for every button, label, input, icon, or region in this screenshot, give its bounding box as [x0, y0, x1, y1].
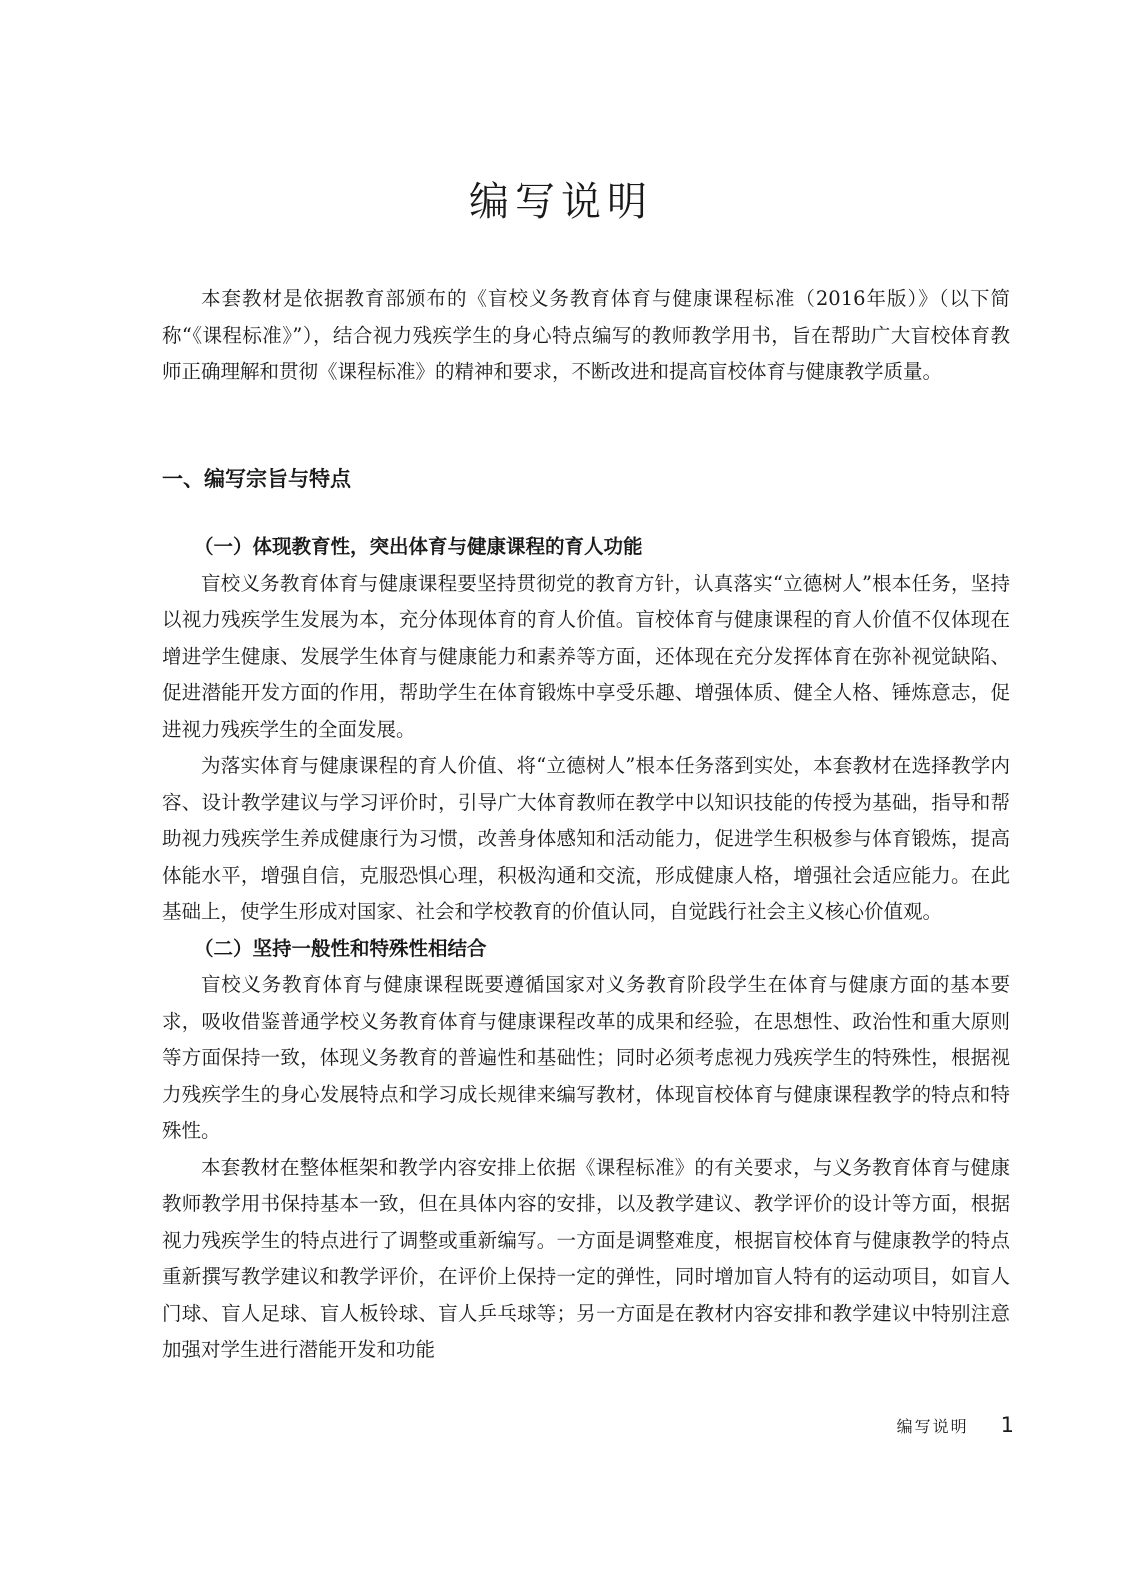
- subsection-heading-1: （一）体现教育性，突出体育与健康课程的育人功能: [194, 535, 643, 558]
- intro-paragraph: 本套教材是依据教育部颁布的《盲校义务教育体育与健康课程标准（2016年版）》（以下简称“《课程标准》”），结合视力残疾学生的身心特点编写的教师教学用书，旨在帮助广大盲校体育教师正确理解和贯彻《课程标准》的精神和要求，不断改进和提高盲校体育与健康教学质量。: [162, 287, 1010, 383]
- paragraph: 盲校义务教育体育与健康课程要坚持贯彻党的教育方针，认真落实“立德树人”根本任务，坚持以视力残疾学生发展为本，充分体现体育的育人价值。盲校体育与健康课程的育人价值不仅体现在增进学生健康、发展学生体育与健康能力和素养等方面，还体现在充分发挥体育在弥补视觉缺陷、促进潜能开发方面的作用，帮助学生在体育锻炼中享受乐趣、增强体质、健全人格、锤炼意志，促进视力残疾学生的全面发展。: [162, 571, 1010, 741]
- section-heading: 一、编写宗旨与特点: [162, 467, 351, 491]
- paragraph: 为落实体育与健康课程的育人价值、将“立德树人”根本任务落到实处，本套教材在选择教学内容、设计教学建议与学习评价时，引导广大体育教师在教学中以知识技能的传授为基础，指导和帮助视力残疾学生养成健康行为习惯，改善身体感知和活动能力，促进学生积极参与体育锻炼，提高体能水平，增强自信，克服恐惧心理，积极沟通和交流，形成健康人格，增强社会适应能力。在此基础上，使学生形成对国家、社会和学校教育的价值认同，自觉践行社会主义核心价值观。: [162, 754, 1010, 923]
- intro-block: [162, 281, 1010, 391]
- page-number: 1: [1000, 1413, 1014, 1437]
- paragraph: 盲校义务教育体育与健康课程既要遵循国家对义务教育阶段学生在体育与健康方面的基本要求，吸收借鉴普通学校义务教育体育与健康课程改革的成果和经验，在思想性、政治性和重大原则等方面保持一致，体现义务教育的普遍性和基础性；同时必须考虑视力残疾学生的特殊性，根据视力残疾学生的身心发展特点和学习成长规律来编写教材，体现盲校体育与健康课程教学的特点和特殊性。: [162, 973, 1010, 1142]
- page-title: 编写说明: [469, 179, 653, 225]
- footer-label: 编写说明: [896, 1416, 969, 1436]
- subsection-heading-2: （二）坚持一般性和特殊性相结合: [194, 936, 487, 960]
- paragraph: 本套教材在整体框架和教学内容安排上依据《课程标准》的有关要求，与义务教育体育与健康教师教学用书保持基本一致，但在具体内容的安排，以及教学建议、教学评价的设计等方面，根据视力残疾学生的特点进行了调整或重新编写。一方面是调整难度，根据盲校体育与健康教学的特点重新撰写教学建议和教学评价，在评价上保持一定的弹性，同时增加盲人特有的运动项目，如盲人门球、盲人足球、盲人板铃球、盲人乒乓球等；另一方面是在教材内容安排和教学建议中特别注意加强对学生进行潜能开发和功能: [162, 1155, 1010, 1361]
- page-footer: [897, 1413, 1014, 1437]
- section-body: [162, 529, 1010, 1369]
